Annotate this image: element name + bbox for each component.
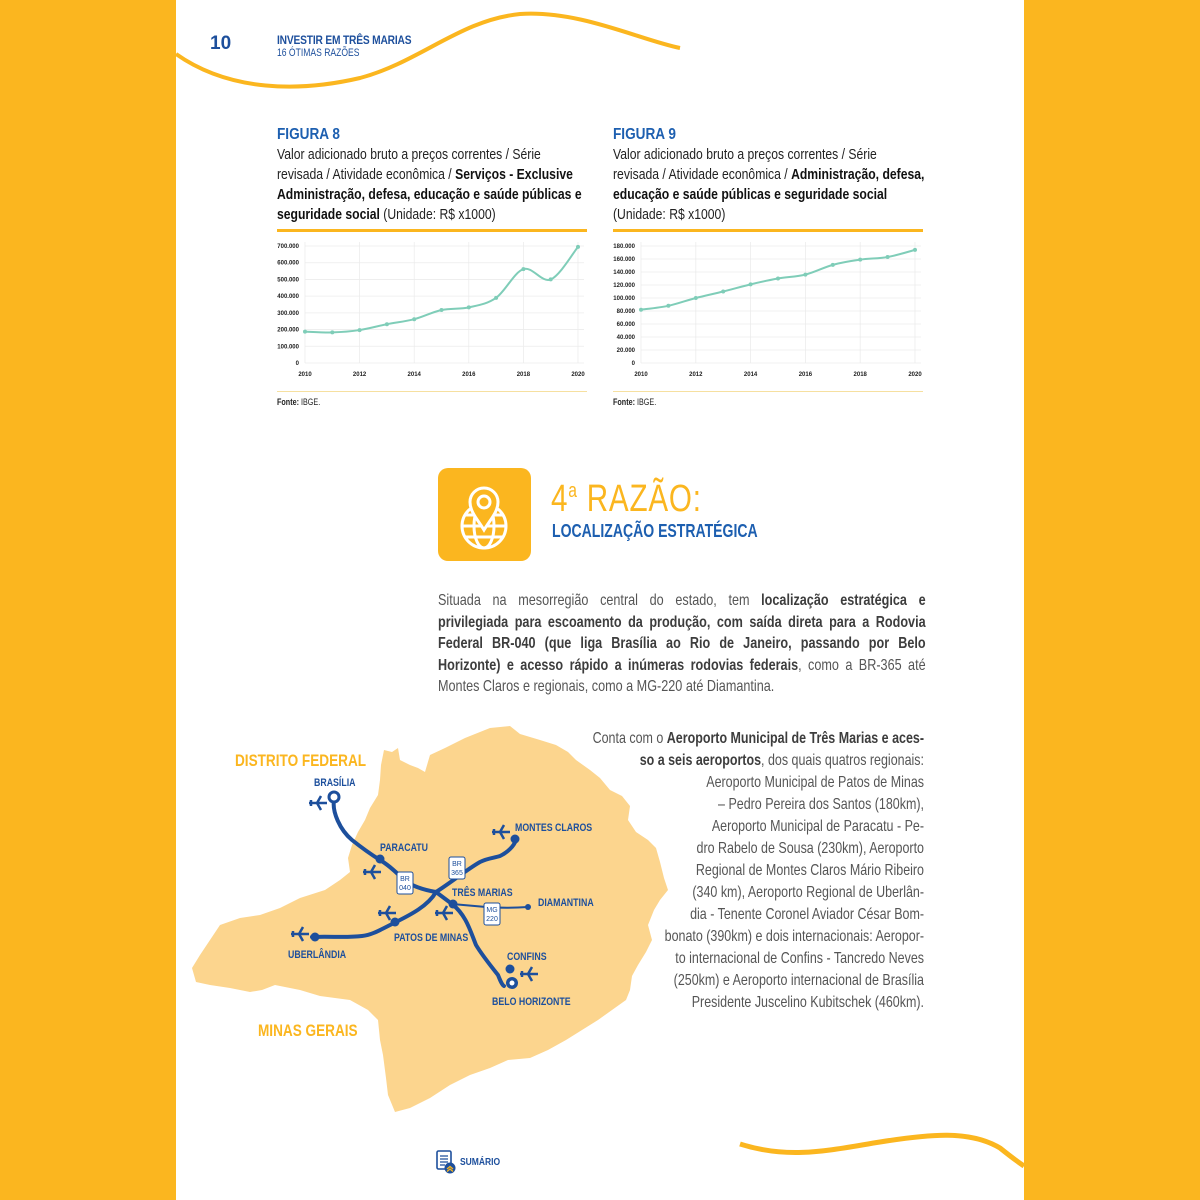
figure-9-desc-bold: Administração, defesa, educação e saúde públicas e seguridade social <box>613 167 925 203</box>
paracatu-marker[interactable] <box>376 855 385 864</box>
para1-text-2: , como a BR-365 até Montes Claros e regionais, como a MG-220 até Diamantina. <box>438 656 926 696</box>
para2-line <box>588 728 924 750</box>
reason-ordinal: a <box>568 480 578 502</box>
para2-line2-plain: , dos quais quatros regionais: <box>761 752 924 769</box>
para2-line: dro Rabelo de Sousa (230km), Aeroporto <box>696 840 924 857</box>
label-uberlandia: UBERLÂNDIA <box>288 949 347 962</box>
source-value: IBGE. <box>635 397 657 407</box>
document-index-icon <box>436 1150 456 1174</box>
y-tick-label: 20.000 <box>616 348 635 354</box>
source-label: Fonte: <box>613 397 635 407</box>
figure-8-desc-unit: (Unidade: R$ x1000) <box>379 207 496 223</box>
y-tick-label: 100.000 <box>277 344 299 351</box>
x-tick-label: 2010 <box>298 372 312 378</box>
y-tick-label: 500.000 <box>277 277 299 284</box>
y-tick-label: 600.000 <box>277 260 299 267</box>
page-number: 10 <box>210 33 232 54</box>
y-tick-label: 40.000 <box>616 335 635 341</box>
para2-line: Presidente Juscelino Kubitschek (460km). <box>691 994 924 1011</box>
x-tick-label: 2010 <box>634 372 648 378</box>
para2-line: (340 km), Aeroporto Regional de Uberlân- <box>692 884 924 901</box>
y-tick-label: 200.000 <box>277 327 299 334</box>
x-tick-label: 2016 <box>798 372 813 378</box>
para1-text-1: Situada na mesorregião central do estado, tem <box>438 592 762 609</box>
para2-line: Regional de Montes Claros Mário Ribeiro <box>695 862 924 879</box>
figure-9-label: FIGURA 9 <box>613 126 676 143</box>
label-tres-marias: TRÊS MARIAS <box>452 887 513 900</box>
para2-line1-plain: Conta com o <box>592 730 667 747</box>
label-diamantina: DIAMANTINA <box>538 897 594 910</box>
label-brasilia: BRASÍLIA <box>314 777 356 790</box>
para2-line1-bold: Aeroporto Municipal de Três Marias e aces- <box>666 730 924 747</box>
y-tick-label: 140.000 <box>613 270 635 276</box>
x-tick-label: 2012 <box>352 372 367 378</box>
figure-9-desc-plain: Valor adicionado bruto a preços correntes / Série revisada / Atividade econômica / <box>613 147 877 183</box>
br040-label-b: 040 <box>399 885 411 892</box>
figure-8-desc-plain: Valor adicionado bruto a preços correntes / Série revisada / Atividade econômica / <box>277 147 541 183</box>
y-tick-label: 180.000 <box>613 244 635 250</box>
tres-marias-marker[interactable] <box>449 900 458 909</box>
x-tick-label: 2014 <box>743 372 758 378</box>
x-tick-label: 2016 <box>462 372 476 378</box>
para2-line <box>588 750 924 772</box>
airplane-icon <box>309 796 327 810</box>
y-tick-label: 120.000 <box>613 283 635 289</box>
para2-line: – Pedro Pereira dos Santos (180km), <box>718 796 924 813</box>
y-tick-label: 0 <box>631 361 635 367</box>
para2-line: to internacional de Confins - Tancredo Neves <box>675 950 924 967</box>
figure-9-desc-unit: (Unidade: R$ x1000) <box>613 207 726 223</box>
y-tick-label: 160.000 <box>613 257 635 263</box>
x-tick-label: 2012 <box>689 372 703 378</box>
region-minas-gerais: MINAS GERAIS <box>258 1021 358 1041</box>
source-label: Fonte: <box>277 397 299 407</box>
header-subtitle: 16 ÓTIMAS RAZÕES <box>277 47 360 59</box>
para2-line: dia - Tenente Coronel Aviador César Bom- <box>690 906 924 923</box>
label-belo-horizonte: BELO HORIZONTE <box>492 996 571 1009</box>
y-tick-label: 300.000 <box>277 310 299 317</box>
para2-line: bonato (390km) e dois internacionais: Aeropor- <box>664 928 924 945</box>
label-patos-de-minas: PATOS DE MINAS <box>394 932 469 945</box>
x-tick-label: 2018 <box>516 372 531 378</box>
figure-8-desc-bold: Serviços - Exclusive Administração, defesa, educação e saúde públicas e seguridade social <box>277 167 582 223</box>
brasilia-marker[interactable] <box>329 792 339 802</box>
y-tick-label: 0 <box>295 361 299 367</box>
x-tick-label: 2018 <box>853 372 867 378</box>
source-value: IBGE. <box>299 397 321 407</box>
patos-de-minas-marker[interactable] <box>391 918 400 927</box>
para2-line: Aeroporto Municipal de Patos de Minas <box>706 774 924 791</box>
figure-8-label: FIGURA 8 <box>277 126 340 143</box>
label-paracatu: PARACATU <box>380 842 429 855</box>
br040-label-a: BR <box>400 876 410 883</box>
br365-label-a: BR <box>452 861 462 868</box>
y-tick-label: 60.000 <box>616 322 635 328</box>
reason-digit: 4 <box>551 478 569 520</box>
para2-line: Aeroporto Municipal de Paracatu - Pe- <box>711 818 924 835</box>
label-montes-claros: MONTES CLAROS <box>515 822 593 835</box>
label-confins: CONFINS <box>507 951 547 964</box>
x-tick-label: 2020 <box>908 372 922 378</box>
sumario-label: SUMÁRIO <box>460 1156 501 1168</box>
para2-line: (250km) e Aeroporto internacional de Brasília <box>673 972 924 989</box>
mg220-label-b: 220 <box>486 916 498 923</box>
x-tick-label: 2020 <box>571 372 585 378</box>
region-distrito-federal: DISTRITO FEDERAL <box>235 751 367 771</box>
x-tick-label: 2014 <box>407 372 421 378</box>
mg220-label-a: MG <box>486 907 498 914</box>
y-tick-label: 700.000 <box>277 244 299 250</box>
reason-subtitle: LOCALIZAÇÃO ESTRATÉGICA <box>552 521 758 541</box>
airports-paragraph <box>504 728 924 1014</box>
y-tick-label: 80.000 <box>616 309 635 315</box>
uberlandia-marker[interactable] <box>311 933 320 942</box>
para1-bold: localização estratégica e privilegiada para escoamento da produção, com saída direta para a Rodovia Federal BR-040 (que liga Brasília ao Rio de Janeiro, passando por Belo Horizonte) e acesso rápido a inúmeras rodovias federais <box>438 592 926 674</box>
y-tick-label: 100.000 <box>613 296 635 302</box>
para2-line2-bold: so a seis aeroportos <box>639 752 762 769</box>
y-tick-label: 400.000 <box>277 294 299 301</box>
br365-label-b: 365 <box>451 870 463 877</box>
sumario-link[interactable] <box>436 1150 507 1174</box>
header-title: INVESTIR EM TRÊS MARIAS <box>277 33 412 47</box>
reason-label: RAZÃO: <box>577 478 702 520</box>
